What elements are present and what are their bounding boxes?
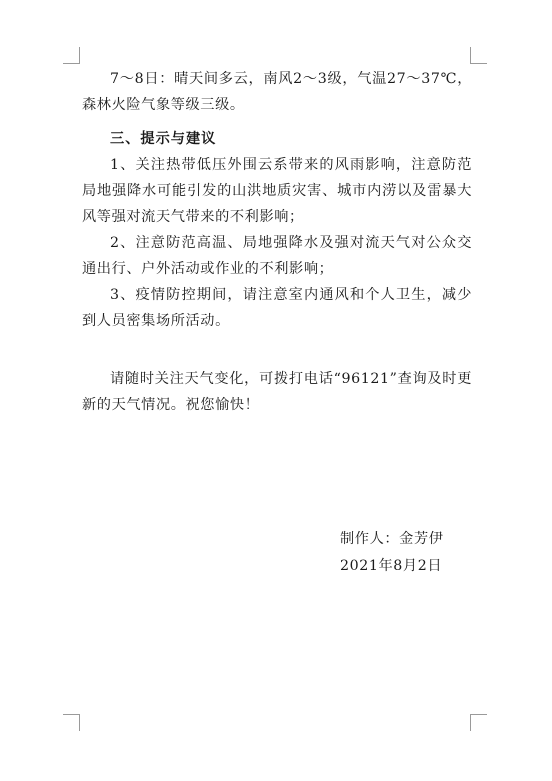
date-line: 2021年8月2日 — [340, 558, 443, 574]
crop-mark-top-left — [63, 47, 80, 64]
document-body — [82, 66, 472, 418]
crop-mark-top-right — [470, 47, 487, 64]
forecast-paragraph: 7～8日：晴天间多云，南风2～3级，气温27～37℃，森林火险气象等级三级。 — [82, 71, 472, 113]
author-line: 制作人：金芳伊 — [340, 531, 444, 547]
spacer — [82, 334, 472, 366]
advice-item-1: 1、关注热带低压外围云系带来的风雨影响，注意防范局地强降水可能引发的山洪地质灾害、城市内涝以及雷暴大风等强对流天气带来的不利影响； — [82, 157, 472, 225]
section-heading: 三、提示与建议 — [110, 131, 217, 147]
crop-mark-bottom-left — [63, 714, 80, 731]
closing-paragraph: 请随时关注天气变化，可拨打电话“96121”查询及时更新的天气情况。祝您愉快！ — [82, 371, 472, 413]
crop-mark-bottom-right — [470, 714, 487, 731]
advice-item-3: 3、疫情防控期间，请注意室内通风和个人卫生，减少到人员密集场所活动。 — [82, 287, 472, 329]
advice-item-2: 2、注意防范高温、局地强降水及强对流天气对公众交通出行、户外活动或作业的不利影响； — [82, 235, 472, 277]
